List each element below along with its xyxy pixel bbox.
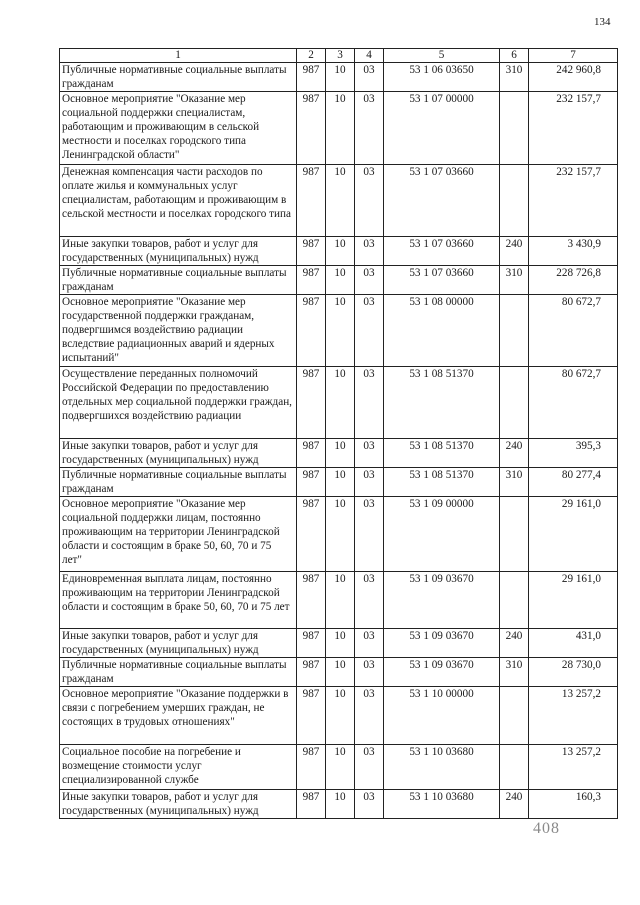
row-ministry-code: 987 bbox=[297, 468, 326, 497]
row-target-article: 53 1 08 51370 bbox=[384, 468, 500, 497]
row-expense-type bbox=[500, 92, 529, 165]
table-row bbox=[60, 295, 618, 367]
row-target-article: 53 1 09 03670 bbox=[384, 658, 500, 687]
table-row bbox=[60, 745, 618, 790]
row-subsection-code: 03 bbox=[355, 497, 384, 572]
row-ministry-code: 987 bbox=[297, 266, 326, 295]
row-section-code: 10 bbox=[326, 439, 355, 468]
row-amount: 160,3 bbox=[529, 790, 618, 819]
row-subsection-code: 03 bbox=[355, 629, 384, 658]
row-subsection-code: 03 bbox=[355, 658, 384, 687]
row-name: Публичные нормативные социальные выплаты гражданам bbox=[60, 63, 297, 92]
page-stamp: 408 bbox=[533, 820, 560, 837]
header-cell: 6 bbox=[500, 49, 529, 63]
row-ministry-code: 987 bbox=[297, 439, 326, 468]
row-subsection-code: 03 bbox=[355, 237, 384, 266]
row-section-code: 10 bbox=[326, 658, 355, 687]
row-amount: 232 157,7 bbox=[529, 165, 618, 237]
row-expense-type bbox=[500, 295, 529, 367]
table-row bbox=[60, 687, 618, 745]
row-target-article: 53 1 06 03650 bbox=[384, 63, 500, 92]
row-ministry-code: 987 bbox=[297, 63, 326, 92]
row-name: Основное мероприятие "Оказание мер государственной поддержки гражданам, подвергшимся воздействию радиации вследствие радиационных аварий и ядерных испытаний" bbox=[60, 295, 297, 367]
header-cell: 1 bbox=[60, 49, 297, 63]
row-subsection-code: 03 bbox=[355, 367, 384, 439]
row-ministry-code: 987 bbox=[297, 92, 326, 165]
row-target-article: 53 1 07 03660 bbox=[384, 165, 500, 237]
header-cell: 3 bbox=[326, 49, 355, 63]
table-row bbox=[60, 658, 618, 687]
row-amount: 232 157,7 bbox=[529, 92, 618, 165]
row-target-article: 53 1 07 03660 bbox=[384, 237, 500, 266]
row-name: Основное мероприятие "Оказание мер социальной поддержки лицам, постоянно проживающим на территории Ленинградской области и состоящим в браке 50, 60, 70 и 75 лет" bbox=[60, 497, 297, 572]
row-name: Публичные нормативные социальные выплаты гражданам bbox=[60, 658, 297, 687]
row-name: Единовременная выплата лицам, постоянно проживающим на территории Ленинградской области и состоящим в браке 50, 60, 70 и 75 лет bbox=[60, 572, 297, 629]
row-ministry-code: 987 bbox=[297, 237, 326, 266]
row-name: Иные закупки товаров, работ и услуг для государственных (муниципальных) нужд bbox=[60, 439, 297, 468]
header-cell: 5 bbox=[384, 49, 500, 63]
row-name: Иные закупки товаров, работ и услуг для государственных (муниципальных) нужд bbox=[60, 237, 297, 266]
row-section-code: 10 bbox=[326, 266, 355, 295]
row-expense-type bbox=[500, 497, 529, 572]
row-expense-type: 310 bbox=[500, 468, 529, 497]
row-section-code: 10 bbox=[326, 687, 355, 745]
row-expense-type: 310 bbox=[500, 266, 529, 295]
row-target-article: 53 1 08 51370 bbox=[384, 439, 500, 468]
page-number: 134 bbox=[594, 16, 611, 28]
row-name: Денежная компенсация части расходов по оплате жилья и коммунальных услуг специалистам, работающим и проживающим в сельской местности и поселках городского типа bbox=[60, 165, 297, 237]
row-section-code: 10 bbox=[326, 468, 355, 497]
header-cell: 2 bbox=[297, 49, 326, 63]
row-name: Публичные нормативные социальные выплаты гражданам bbox=[60, 468, 297, 497]
row-ministry-code: 987 bbox=[297, 165, 326, 237]
row-ministry-code: 987 bbox=[297, 745, 326, 790]
row-expense-type bbox=[500, 367, 529, 439]
row-expense-type: 240 bbox=[500, 237, 529, 266]
table-row bbox=[60, 468, 618, 497]
row-amount: 29 161,0 bbox=[529, 572, 618, 629]
row-expense-type: 240 bbox=[500, 439, 529, 468]
table-row bbox=[60, 266, 618, 295]
table-row bbox=[60, 497, 618, 572]
row-name: Иные закупки товаров, работ и услуг для государственных (муниципальных) нужд bbox=[60, 790, 297, 819]
row-target-article: 53 1 09 00000 bbox=[384, 497, 500, 572]
row-expense-type: 240 bbox=[500, 629, 529, 658]
table-row bbox=[60, 165, 618, 237]
row-subsection-code: 03 bbox=[355, 266, 384, 295]
table-row bbox=[60, 63, 618, 92]
table-row bbox=[60, 367, 618, 439]
row-target-article: 53 1 10 03680 bbox=[384, 745, 500, 790]
row-amount: 13 257,2 bbox=[529, 745, 618, 790]
table-row bbox=[60, 572, 618, 629]
row-section-code: 10 bbox=[326, 790, 355, 819]
row-target-article: 53 1 08 00000 bbox=[384, 295, 500, 367]
row-ministry-code: 987 bbox=[297, 367, 326, 439]
row-target-article: 53 1 07 03660 bbox=[384, 266, 500, 295]
header-row bbox=[60, 49, 618, 63]
header-cell: 7 bbox=[529, 49, 618, 63]
row-name: Осуществление переданных полномочий Российской Федерации по предоставлению отдельных мер социальной поддержки граждан, подвергшихся воздействию радиации bbox=[60, 367, 297, 439]
row-subsection-code: 03 bbox=[355, 63, 384, 92]
row-amount: 242 960,8 bbox=[529, 63, 618, 92]
row-amount: 29 161,0 bbox=[529, 497, 618, 572]
row-target-article: 53 1 10 03680 bbox=[384, 790, 500, 819]
row-amount: 228 726,8 bbox=[529, 266, 618, 295]
row-ministry-code: 987 bbox=[297, 497, 326, 572]
row-name: Социальное пособие на погребение и возмещение стоимости услуг специализированной службе bbox=[60, 745, 297, 790]
row-section-code: 10 bbox=[326, 92, 355, 165]
row-subsection-code: 03 bbox=[355, 790, 384, 819]
table-row bbox=[60, 237, 618, 266]
row-section-code: 10 bbox=[326, 745, 355, 790]
row-expense-type bbox=[500, 572, 529, 629]
row-target-article: 53 1 09 03670 bbox=[384, 572, 500, 629]
row-target-article: 53 1 09 03670 bbox=[384, 629, 500, 658]
row-ministry-code: 987 bbox=[297, 658, 326, 687]
row-subsection-code: 03 bbox=[355, 572, 384, 629]
row-section-code: 10 bbox=[326, 63, 355, 92]
row-target-article: 53 1 08 51370 bbox=[384, 367, 500, 439]
row-name: Основное мероприятие "Оказание поддержки в связи с погребением умерших граждан, не состоящих в трудовых отношениях" bbox=[60, 687, 297, 745]
row-amount: 80 672,7 bbox=[529, 367, 618, 439]
budget-table bbox=[59, 48, 618, 819]
row-section-code: 10 bbox=[326, 629, 355, 658]
row-ministry-code: 987 bbox=[297, 629, 326, 658]
row-amount: 13 257,2 bbox=[529, 687, 618, 745]
row-expense-type: 240 bbox=[500, 790, 529, 819]
row-ministry-code: 987 bbox=[297, 295, 326, 367]
table-row bbox=[60, 439, 618, 468]
row-subsection-code: 03 bbox=[355, 165, 384, 237]
row-subsection-code: 03 bbox=[355, 687, 384, 745]
row-amount: 3 430,9 bbox=[529, 237, 618, 266]
row-subsection-code: 03 bbox=[355, 439, 384, 468]
row-section-code: 10 bbox=[326, 165, 355, 237]
table-row bbox=[60, 92, 618, 165]
row-name: Основное мероприятие "Оказание мер социальной поддержки специалистам, работающим и проживающим в сельской местности и поселках городского типа Ленинградской области" bbox=[60, 92, 297, 165]
row-amount: 28 730,0 bbox=[529, 658, 618, 687]
row-name: Публичные нормативные социальные выплаты гражданам bbox=[60, 266, 297, 295]
row-ministry-code: 987 bbox=[297, 790, 326, 819]
row-subsection-code: 03 bbox=[355, 468, 384, 497]
row-expense-type bbox=[500, 745, 529, 790]
row-expense-type bbox=[500, 687, 529, 745]
row-name: Иные закупки товаров, работ и услуг для государственных (муниципальных) нужд bbox=[60, 629, 297, 658]
row-expense-type: 310 bbox=[500, 63, 529, 92]
row-section-code: 10 bbox=[326, 572, 355, 629]
row-ministry-code: 987 bbox=[297, 572, 326, 629]
row-subsection-code: 03 bbox=[355, 92, 384, 165]
table-row bbox=[60, 790, 618, 819]
row-amount: 431,0 bbox=[529, 629, 618, 658]
row-amount: 80 672,7 bbox=[529, 295, 618, 367]
row-section-code: 10 bbox=[326, 367, 355, 439]
row-section-code: 10 bbox=[326, 237, 355, 266]
row-expense-type: 310 bbox=[500, 658, 529, 687]
row-amount: 395,3 bbox=[529, 439, 618, 468]
row-ministry-code: 987 bbox=[297, 687, 326, 745]
row-section-code: 10 bbox=[326, 497, 355, 572]
row-amount: 80 277,4 bbox=[529, 468, 618, 497]
row-subsection-code: 03 bbox=[355, 295, 384, 367]
row-subsection-code: 03 bbox=[355, 745, 384, 790]
row-target-article: 53 1 10 00000 bbox=[384, 687, 500, 745]
header-cell: 4 bbox=[355, 49, 384, 63]
row-section-code: 10 bbox=[326, 295, 355, 367]
table-row bbox=[60, 629, 618, 658]
row-expense-type bbox=[500, 165, 529, 237]
row-target-article: 53 1 07 00000 bbox=[384, 92, 500, 165]
